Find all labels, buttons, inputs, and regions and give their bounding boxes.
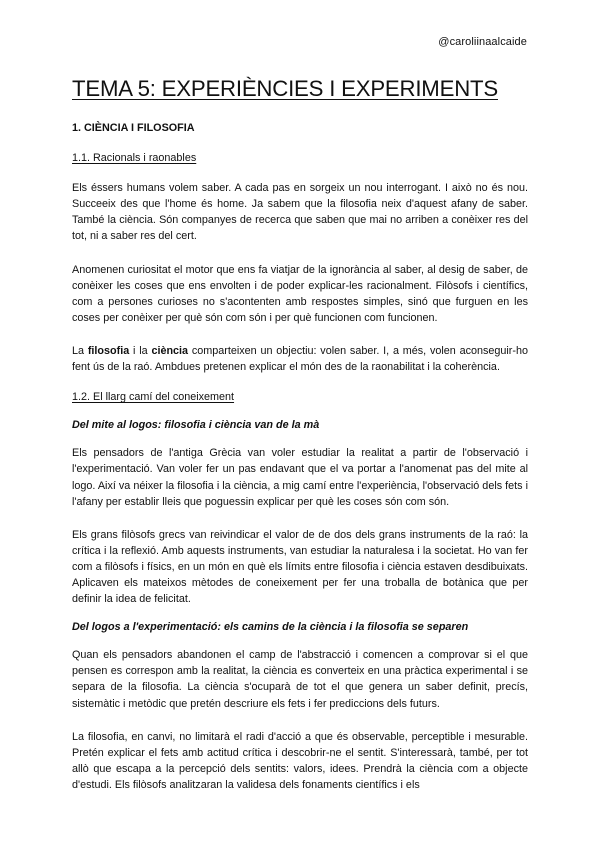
author-handle: @caroliinaalcaide: [438, 36, 527, 48]
document-body: [72, 120, 528, 793]
paragraph-7: La filosofia, en canvi, no limitarà el radi d'acció a que és observable, perceptible i mesurable. Pretén explicar el fets amb actitud crítica i descobrir-ne el sentit. S'interessarà, també, per tot allò que escapa a la percepció dels sentits: valors, idees. Prendrà la ciència com a objecte d'estudi. Els filòsofs analitzaran la validesa dels fonaments científics i els: [72, 730, 528, 791]
paragraph-3-text-a: La: [72, 344, 88, 357]
term-filosofia: filosofia: [87, 344, 130, 357]
topic-heading-logos-experimentacio: Del logos a l'experimentació: els camins de la ciència i la filosofia se separen: [72, 621, 469, 634]
paragraph-4: Els pensadors de l'antiga Grècia van voler estudiar la realitat a partir de l'observació i l'experimentació. Van voler fer un pas endavant que el va portar a l'anomenat pas del mite al logo. Així va néixer la filosofia i la ciència, a mig camí entre l'experiència, l'observació dels fets i l'afany per establir lleis que poguessin explicar per què les coses són com són.: [72, 447, 528, 508]
paragraph-3: [72, 343, 528, 375]
section-heading-1: 1. CIÈNCIA I FILOSOFIA: [72, 122, 195, 134]
document-title: TEMA 5: EXPERIÈNCIES I EXPERIMENTS: [72, 76, 498, 101]
subsection-heading-1-1: 1.1. Racionals i raonables: [72, 152, 197, 165]
subsection-heading-1-2: 1.2. El llarg camí del coneixement: [72, 391, 235, 404]
paragraph-3-text-c: i la: [129, 344, 152, 357]
paragraph-3-text-e: comparteixen un objectiu: volen saber. I, a més, volen aconseguir-ho fent ús de la raó. Ambdues pretenen explicar el món des de la raonabilitat i la coherència.: [72, 344, 528, 374]
paragraph-2: Anomenen curiositat el motor que ens fa viatjar de la ignorància al saber, al desig de saber, de conèixer les coses que ens envolten i de poder explicar-les racionalment. Filòsofs i científics, com a persones curioses no s'acontenten amb respostes simples, sinó que furguen en les coses per conèixer per què són com són i per què funcionen com funcionen.: [72, 263, 528, 324]
paragraph-5: Els grans filòsofs grecs van reivindicar el valor de de dos dels grans instruments de la raó: la crítica i la reflexió. Amb aquests instruments, van estudiar la naturalesa i la societat. Ho van fer com a filòsofs i físics, en un món en què els límits entre filosofia i ciència estaven desdibuixats. Aplicaven els mateixos mètodes de coneixement per fer una troballa de botànica que per definir la idea de felicitat.: [72, 528, 528, 606]
paragraph-1: Els éssers humans volem saber. A cada pas en sorgeix un nou interrogant. I això no és nou. Succeeix des que l'home és home. Ja sabem que la filosofia neix d'aquest afany de saber. També la ciència. Són companyes de recerca que saben que mai no arriben a conèixer res del tot, ni a saber res del cert.: [72, 182, 528, 243]
topic-heading-mite-logos: Del mite al logos: filosofia i ciència van de la mà: [72, 419, 320, 432]
term-ciencia: ciència: [151, 344, 189, 357]
paragraph-6: Quan els pensadors abandonen el camp de l'abstracció i comencen a comprovar si el que pensen es correspon amb la realitat, la ciència es converteix en una pràctica experimental i se separa de la filosofia. La ciència s'ocuparà de tot el que genera un saber definit, precís, sistemàtic i metòdic que pretén descriure els fets i fer prediccions dels futurs.: [72, 649, 528, 710]
